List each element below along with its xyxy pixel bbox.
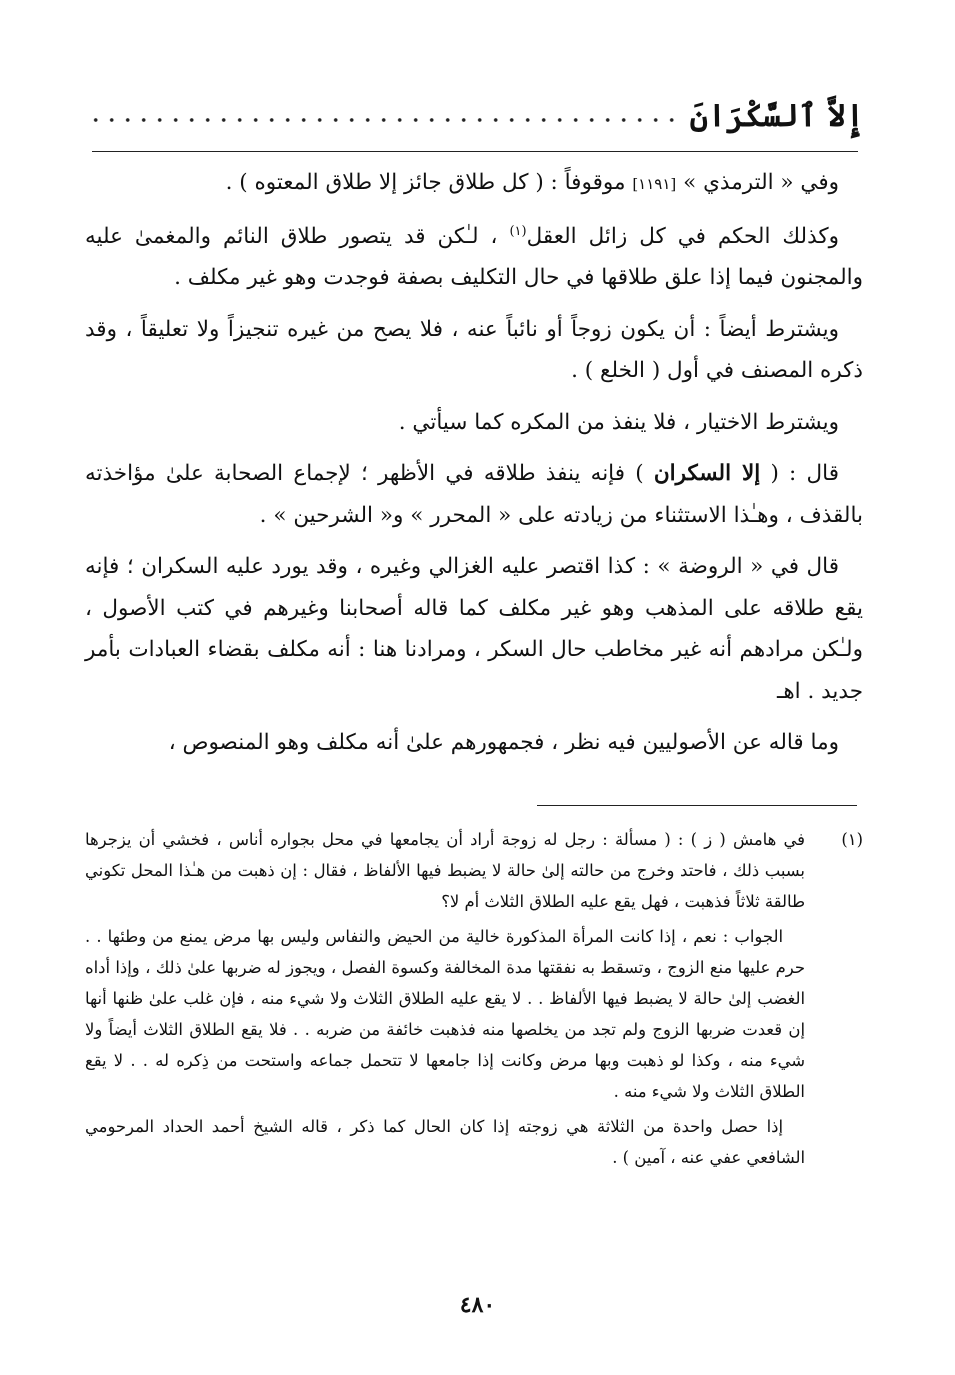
paragraph-5 (85, 453, 863, 536)
paragraph-2-text-a: وكذلك الحكم في كل زائل العقل (526, 223, 839, 249)
paragraph-7: وما قاله عن الأصوليين فيه نظر ، فجمهورهم علىٰ أنه مكلف وهو المنصوص ، (168, 730, 839, 755)
page-number: ٤٨٠ (459, 1292, 496, 1318)
footnote-number: (١) (841, 830, 863, 849)
footnote-1-answer: الجواب : نعم ، إذا كانت المرأة المذكورة خالية من الحيض والنفاس وليس بها مرض يمنع من وطئها . . حرم عليها منع الزوج ، وتسقط به نفقتها مدة المخالفة وكسوة الفصل ، ويجوز له ضربها علىٰ ذلك ، وإذا أداه الغضب إلىٰ حالة لا يضبط فيها الألفاظ . . لا يقع عليه الطلاق الثلاث ولا شيء منه ، فإن غلب علىٰ ظنها أنها إن قعدت ضربها الزوج ولم تجد من يخلصها منه فذهبت خائفة من ضربه . . فلا يقع الطلاق الثلاث أيضاً ولا شيء منه ، وكذا لو ذهبت وبها مرض وكانت إذا جامعها لا تتحمل جماعه واستحت من ذِكره له . . لا يقع الطلاق الثلاث ولا شيء منه . (85, 927, 805, 1101)
paragraph-2 (85, 216, 863, 299)
paragraph-3: ويشترط أيضاً : أن يكون زوجاً أو نائباً عنه ، فلا يصح من غيره تنجيزاً ولا تعليقاً ، وقد ذكره المصنف في أول ( الخلع ) . (85, 316, 863, 383)
footnote-1 (85, 824, 863, 917)
paragraph-4: ويشترط الاختيار ، فلا ينفذ من المكره كما سيأتي . (398, 409, 839, 435)
paragraph-1-text-b: موقوفاً : ( كل طلاق جائز إلا طلاق المعتوه ) . (225, 170, 633, 195)
paragraph-5-text-b: ) فإنه ينفذ طلاقه في الأظهر ؛ لإجماع الصحابة علىٰ مؤاخذته بالقذف ، وهـٰذا الاستثناء من زيادته على « المحرر » و« الشرحين » . (85, 461, 863, 528)
footnote-1-text: في هامش ( ز ) : ( مسألة : رجل له زوجة أراد أن يجامعها في محل بجواره أناس ، فخشي أن يزجرها بسبب ذلك ، فاحتد وخرج من حالته إلىٰ حالة لا يضبط فيها الألفاظ ، فقال : إن ذهبت من هـٰذا المحل تكوني طالقة ثلاثاً فذهبت ، فهل يقع عليه الطلاق الثلاث أم لا؟ (85, 830, 805, 911)
paragraph-2-text-b: ، لـٰكن قد يتصور طلاق النائم والمغمىٰ عليه والمجنون فيما إذا علق طلاقها في حال التكليف بصفة فوجدت وهو غير مكلف . (85, 223, 863, 290)
footnote-separator (537, 805, 857, 806)
footnote-1-conclusion: إذا حصل واحدة من الثلاثة هي زوجته إذا كان الحال كما ذكر ، قاله الشيخ أحمد الحداد المرحومي الشافعي عفي عنه ، آمين ) . (85, 1117, 805, 1167)
paragraph-5-text-a: قال : ( (760, 461, 839, 486)
paragraph-1-text-a: وفي « الترمذي » (676, 170, 839, 195)
paragraph-6: قال في « الروضة » : كذا اقتصر عليه الغزالي وغيره ، وقد يورد عليه السكران ؛ فإنه يقع طلاقه على المذهب وهو غير مكلف كما قاله أصحابنا وغيرهم في كتب الأصول ، ولـٰكن مرادهم أنه غير مخاطب حال السكر ، ومرادنا هنا : أنه مكلف بقضاء العبادات بأمر جديد . اهـ (85, 554, 863, 704)
main-text (85, 162, 863, 774)
header-dot-leader (92, 116, 680, 124)
running-title: إِلاَّ ٱلسَّكْرَانَ (689, 98, 864, 134)
hadith-reference-number: [١١٩١] (632, 175, 677, 193)
footnotes (85, 824, 863, 1177)
header-rule (92, 151, 858, 152)
matn-quote-bold: إلا السكران (653, 461, 761, 486)
paragraph-1 (85, 162, 863, 206)
page-header (92, 72, 864, 132)
footnote-marker: (١) (509, 223, 527, 239)
